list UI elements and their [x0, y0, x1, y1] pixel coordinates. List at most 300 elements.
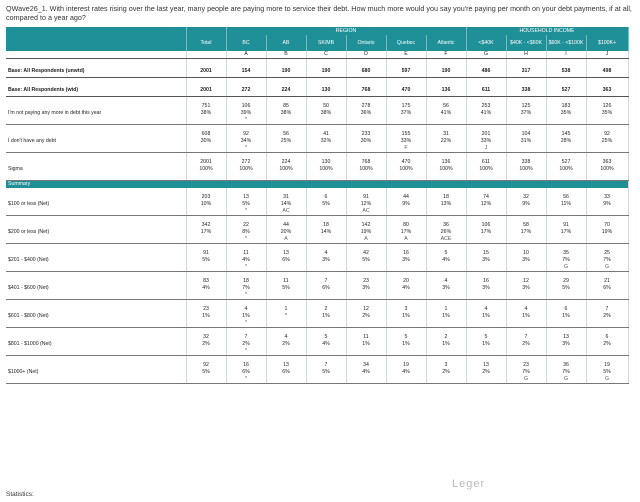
corner-cell	[6, 35, 186, 51]
data-cell: 768	[346, 84, 386, 97]
data-cell	[306, 320, 346, 328]
data-cell: *	[226, 348, 266, 356]
data-cell	[346, 376, 386, 384]
data-cell: 527	[546, 159, 586, 166]
data-cell: 5%	[586, 369, 628, 376]
data-cell: 18	[226, 278, 266, 285]
base-row	[6, 84, 628, 97]
data-cell: *	[226, 236, 266, 244]
data-cell: 1%	[306, 313, 346, 320]
data-cell: 21	[586, 278, 628, 285]
data-cell	[586, 320, 628, 328]
data-cell: 23	[346, 278, 386, 285]
data-cell: 1%	[386, 313, 426, 320]
data-cell: 3%	[466, 285, 506, 292]
data-cell: *	[266, 313, 306, 320]
data-cell	[506, 145, 546, 153]
data-cell: 50	[306, 103, 346, 110]
row-label	[6, 362, 186, 369]
data-cell	[586, 208, 628, 216]
data-cell: *	[226, 376, 266, 384]
data-cell	[186, 145, 226, 153]
data-cell: 41%	[466, 110, 506, 117]
data-cell	[306, 208, 346, 216]
data-cell: 611	[466, 159, 506, 166]
data-cell: 17%	[466, 229, 506, 236]
data-cell	[346, 145, 386, 153]
significance-row	[6, 292, 628, 300]
data-cell: *	[226, 145, 266, 153]
data-cell: 85	[266, 103, 306, 110]
column-letter: J	[586, 51, 628, 59]
data-cell: 1%	[226, 313, 266, 320]
significance-row	[6, 264, 628, 272]
row-label: Base: All Respondents (unwtd)	[6, 65, 186, 78]
column-letter: C	[306, 51, 346, 59]
data-cell: 7%	[546, 257, 586, 264]
percent-row	[6, 166, 628, 173]
data-cell	[266, 173, 306, 181]
data-cell: 3%	[546, 341, 586, 348]
data-cell	[546, 117, 586, 125]
data-cell	[506, 292, 546, 300]
row-label: $601 - $800 (Net)	[6, 313, 186, 320]
data-cell: 155	[386, 131, 426, 138]
data-cell: 183	[546, 103, 586, 110]
data-cell: 1%	[506, 313, 546, 320]
data-cell	[466, 208, 506, 216]
data-cell: 11	[266, 278, 306, 285]
data-cell	[546, 173, 586, 181]
data-cell: 527	[546, 84, 586, 97]
data-cell: 7	[306, 362, 346, 369]
data-cell	[266, 264, 306, 272]
row-label: I'm not paying any more in debt this year	[6, 110, 186, 117]
data-cell: 175	[386, 103, 426, 110]
data-cell	[266, 117, 306, 125]
data-cell: 39%	[226, 110, 266, 117]
row-label	[6, 131, 186, 138]
column-letter: I	[546, 51, 586, 59]
data-cell: 9%	[586, 201, 628, 208]
data-cell	[586, 117, 628, 125]
data-cell: 19	[386, 362, 426, 369]
count-row	[6, 159, 628, 166]
data-cell: A	[386, 236, 426, 244]
data-cell	[306, 264, 346, 272]
data-cell: 5%	[306, 201, 346, 208]
data-cell: 100%	[226, 166, 266, 173]
data-cell	[546, 145, 586, 153]
data-cell: 100%	[346, 166, 386, 173]
data-cell: 224	[266, 84, 306, 97]
data-cell: AC	[266, 208, 306, 216]
data-cell: 363	[586, 84, 628, 97]
data-cell: 2%	[346, 313, 386, 320]
data-cell: 5%	[346, 257, 386, 264]
column-header: $40K - <$60K	[506, 35, 546, 51]
data-cell: 2001	[186, 65, 226, 78]
data-cell	[386, 264, 426, 272]
data-cell: 6%	[266, 257, 306, 264]
data-cell: 13%	[426, 201, 466, 208]
data-cell: 91	[186, 250, 226, 257]
data-cell: G	[546, 376, 586, 384]
data-cell: 31	[266, 194, 306, 201]
data-cell: 36	[426, 222, 466, 229]
data-cell: 56	[426, 103, 466, 110]
data-cell: 4	[226, 306, 266, 313]
data-cell: 5	[306, 334, 346, 341]
data-cell: F	[386, 145, 426, 153]
data-cell	[306, 292, 346, 300]
data-cell	[186, 117, 226, 125]
data-cell: 17%	[186, 229, 226, 236]
data-cell	[466, 236, 506, 244]
row-label	[6, 208, 186, 216]
significance-row	[6, 173, 628, 181]
data-cell: 22%	[426, 138, 466, 145]
data-cell	[306, 117, 346, 125]
data-cell: 23	[506, 362, 546, 369]
data-cell: 12	[506, 278, 546, 285]
data-cell: 608	[186, 131, 226, 138]
data-cell	[186, 236, 226, 244]
data-cell: 5	[466, 334, 506, 341]
data-cell	[506, 117, 546, 125]
data-cell	[306, 348, 346, 356]
significance-row	[6, 208, 628, 216]
data-cell	[266, 348, 306, 356]
data-cell: 3%	[506, 285, 546, 292]
data-cell: 4	[306, 250, 346, 257]
data-cell: 15	[466, 250, 506, 257]
data-cell: 2%	[506, 341, 546, 348]
data-cell: 32	[506, 194, 546, 201]
data-cell: G	[506, 376, 546, 384]
data-cell: 1%	[426, 313, 466, 320]
data-cell	[186, 320, 226, 328]
row-label	[6, 264, 186, 272]
data-cell: 317	[506, 65, 546, 78]
data-cell: 92	[586, 131, 628, 138]
data-cell	[426, 264, 466, 272]
data-cell	[386, 173, 426, 181]
significance-row	[6, 376, 628, 384]
column-header: $100K+	[586, 35, 628, 51]
data-cell: 1%	[426, 341, 466, 348]
data-cell	[506, 236, 546, 244]
data-cell: 31%	[506, 138, 546, 145]
percent-row	[6, 229, 628, 236]
data-cell: 10	[506, 250, 546, 257]
row-label	[6, 173, 186, 181]
data-cell: 2%	[266, 341, 306, 348]
row-label: Base: All Respondents (wtd)	[6, 84, 186, 97]
data-cell: 100%	[586, 166, 628, 173]
data-cell	[506, 208, 546, 216]
data-cell: *	[226, 208, 266, 216]
data-cell: 611	[466, 84, 506, 97]
count-row	[6, 362, 628, 369]
column-letter-row	[6, 51, 628, 59]
data-cell: 338	[506, 84, 546, 97]
data-cell	[426, 208, 466, 216]
data-cell: *	[226, 320, 266, 328]
data-cell: 3	[426, 362, 466, 369]
data-cell	[306, 376, 346, 384]
data-cell: 35%	[586, 110, 628, 117]
data-cell: 7%	[226, 285, 266, 292]
data-cell	[346, 348, 386, 356]
corner-cell	[6, 27, 186, 35]
data-cell	[266, 292, 306, 300]
data-cell: 14%	[266, 201, 306, 208]
row-label	[6, 334, 186, 341]
data-cell: 4%	[426, 257, 466, 264]
count-row	[6, 334, 628, 341]
data-cell	[586, 145, 628, 153]
data-cell: 100%	[186, 166, 226, 173]
data-cell: 538	[546, 65, 586, 78]
data-cell: 2	[306, 306, 346, 313]
count-row	[6, 194, 628, 201]
data-cell: 5%	[186, 257, 226, 264]
data-cell: 56	[546, 194, 586, 201]
data-cell: 272	[226, 84, 266, 97]
column-letter	[186, 51, 226, 59]
data-cell: 11	[226, 250, 266, 257]
data-cell	[186, 264, 226, 272]
data-cell: 34	[346, 362, 386, 369]
data-cell: 6	[546, 306, 586, 313]
data-cell: 33%	[386, 138, 426, 145]
count-row	[6, 103, 628, 110]
data-cell: 4%	[306, 341, 346, 348]
significance-row	[6, 348, 628, 356]
row-label	[6, 159, 186, 166]
data-cell	[386, 117, 426, 125]
data-cell: 70	[586, 222, 628, 229]
data-cell: 36%	[346, 110, 386, 117]
data-cell	[426, 145, 466, 153]
data-cell: 13	[546, 334, 586, 341]
data-cell: 6	[306, 194, 346, 201]
data-cell: 751	[186, 103, 226, 110]
data-cell	[266, 145, 306, 153]
data-cell	[466, 376, 506, 384]
data-cell: 74	[466, 194, 506, 201]
watermark-logo: Leger	[452, 478, 486, 490]
question-text: QWave26_1. With interest rates rising over the last year, many people are paying more to service their debt. How much more would you say you're paying per month on your debt payments, if at all, compared to a year ago?	[6, 4, 632, 22]
column-header: SK/MB	[306, 35, 346, 51]
data-cell	[386, 320, 426, 328]
significance-row	[6, 117, 628, 125]
column-header-row	[6, 35, 628, 51]
data-cell: 470	[386, 159, 426, 166]
data-cell	[426, 376, 466, 384]
column-header: AB	[266, 35, 306, 51]
data-cell: 22	[226, 222, 266, 229]
data-cell: 19	[586, 362, 628, 369]
region-group-header: REGION	[226, 27, 466, 35]
data-cell: 4%	[346, 369, 386, 376]
data-cell: 6	[586, 334, 628, 341]
data-cell: 17%	[546, 229, 586, 236]
data-cell: 2%	[466, 369, 506, 376]
total-group-cell	[186, 27, 226, 35]
data-cell: 13	[266, 250, 306, 257]
data-cell: 4%	[386, 369, 426, 376]
data-cell: 154	[226, 65, 266, 78]
data-cell: 7	[586, 306, 628, 313]
data-cell: 13	[226, 194, 266, 201]
data-cell: 3%	[506, 257, 546, 264]
column-letter: F	[426, 51, 466, 59]
data-cell: 4%	[226, 257, 266, 264]
data-cell: 126	[586, 103, 628, 110]
data-cell: J	[466, 145, 506, 153]
data-cell: 4	[466, 306, 506, 313]
data-cell: 486	[466, 65, 506, 78]
data-cell: 18	[306, 222, 346, 229]
data-cell: 100%	[466, 166, 506, 173]
data-cell: 5%	[306, 369, 346, 376]
data-cell: 125	[506, 103, 546, 110]
data-cell	[466, 173, 506, 181]
data-cell	[506, 320, 546, 328]
data-cell: 41%	[426, 110, 466, 117]
row-label	[6, 376, 186, 384]
data-cell: 203	[186, 194, 226, 201]
data-cell: 12	[346, 306, 386, 313]
data-cell: 4	[266, 334, 306, 341]
data-cell: 5%	[226, 201, 266, 208]
row-label: $401 - $600 (Net)	[6, 285, 186, 292]
row-label	[6, 306, 186, 313]
data-cell: 100%	[426, 166, 466, 173]
data-cell: 100%	[386, 166, 426, 173]
percent-row	[6, 369, 628, 376]
data-cell	[386, 208, 426, 216]
statistics-label: Statistics:	[6, 491, 34, 498]
column-header: <$40K	[466, 35, 506, 51]
data-cell	[426, 173, 466, 181]
column-header: Ontario	[346, 35, 386, 51]
row-label	[6, 250, 186, 257]
row-label: $801 - $1000 (Net)	[6, 341, 186, 348]
data-cell: 92	[186, 362, 226, 369]
data-cell: G	[546, 264, 586, 272]
data-cell	[466, 292, 506, 300]
column-letter: A	[226, 51, 266, 59]
data-cell: 8%	[226, 229, 266, 236]
data-cell: G	[586, 376, 628, 384]
data-cell	[466, 264, 506, 272]
data-cell: 2%	[586, 313, 628, 320]
data-cell: 11%	[546, 201, 586, 208]
data-cell: 3%	[426, 285, 466, 292]
data-cell: 190	[306, 65, 346, 78]
data-cell: 100%	[306, 166, 346, 173]
data-cell	[186, 173, 226, 181]
data-cell: 278	[346, 103, 386, 110]
count-row	[6, 131, 628, 138]
row-label: Sigma	[6, 166, 186, 173]
data-cell: 4	[506, 306, 546, 313]
data-cell: 6%	[306, 285, 346, 292]
column-header: BC	[226, 35, 266, 51]
significance-row	[6, 145, 628, 153]
data-cell: 342	[186, 222, 226, 229]
data-cell: 35	[546, 250, 586, 257]
data-cell: 44	[386, 194, 426, 201]
row-label	[6, 145, 186, 153]
column-letter: E	[386, 51, 426, 59]
percent-row	[6, 341, 628, 348]
data-cell	[546, 320, 586, 328]
data-cell: 190	[426, 65, 466, 78]
percent-row	[6, 313, 628, 320]
data-cell: 106	[226, 103, 266, 110]
data-cell: 5%	[546, 285, 586, 292]
count-row	[6, 222, 628, 229]
data-cell: G	[586, 264, 628, 272]
data-cell	[466, 320, 506, 328]
data-cell: 104	[506, 131, 546, 138]
data-cell: 34%	[226, 138, 266, 145]
data-cell: 16	[386, 250, 426, 257]
income-group-header: HOUSEHOLD INCOME	[466, 27, 628, 35]
data-cell: 5%	[266, 285, 306, 292]
percent-row	[6, 201, 628, 208]
data-cell: 5	[426, 250, 466, 257]
data-cell	[346, 292, 386, 300]
column-header: Atlantic	[426, 35, 466, 51]
data-cell	[186, 348, 226, 356]
data-cell	[586, 348, 628, 356]
data-cell	[466, 117, 506, 125]
data-cell: 2	[426, 334, 466, 341]
data-cell: 17%	[506, 229, 546, 236]
data-cell	[306, 173, 346, 181]
data-cell: 42	[346, 250, 386, 257]
data-cell: 25%	[266, 138, 306, 145]
data-cell: 31	[426, 131, 466, 138]
data-cell: 13	[466, 362, 506, 369]
column-header: Total	[186, 35, 226, 51]
data-cell: 4%	[386, 285, 426, 292]
data-cell: 1%	[466, 341, 506, 348]
data-cell: AC	[346, 208, 386, 216]
row-label: $1000+ (Net)	[6, 369, 186, 376]
data-cell	[306, 145, 346, 153]
column-letter: G	[466, 51, 506, 59]
data-cell: 2%	[426, 369, 466, 376]
data-cell: 35%	[546, 110, 586, 117]
data-cell	[346, 117, 386, 125]
row-label: $100 or less (Net)	[6, 201, 186, 208]
data-cell: 92	[226, 131, 266, 138]
row-label: I don't have any debt	[6, 138, 186, 145]
percent-row	[6, 110, 628, 117]
data-cell: 597	[386, 65, 426, 78]
data-cell	[346, 320, 386, 328]
data-cell: 3%	[306, 257, 346, 264]
significance-row	[6, 236, 628, 244]
summary-header-row	[6, 181, 628, 189]
data-cell: 12%	[346, 201, 386, 208]
